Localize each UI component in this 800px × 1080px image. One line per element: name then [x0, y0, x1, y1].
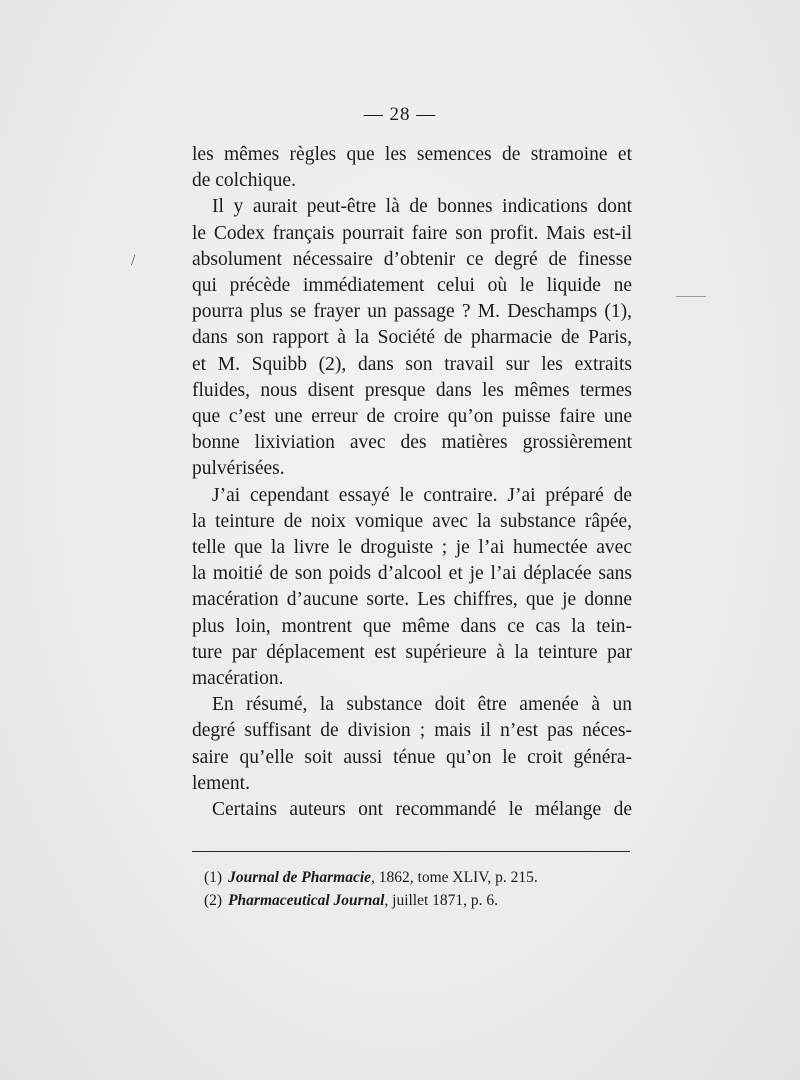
footnote-title: Pharmaceutical Journal [228, 892, 385, 909]
text-line: absolument nécessaire d’obtenir ce degré de finesse [192, 248, 632, 270]
text-line: Certains auteurs ont recommandé le mélange de [212, 799, 632, 821]
text-line: lement. [192, 772, 250, 794]
footnote-marker: (1) [204, 869, 223, 886]
text-line: pourra plus se frayer un passage ? M. Deschamps (1), [192, 301, 632, 323]
text-line: que c’est une erreur de croire qu’on puisse faire une [192, 406, 632, 428]
margin-pencil-mark: / [131, 252, 136, 269]
footnote-reference: , juillet 1871, p. 6. [384, 892, 499, 909]
text-line: saire qu’elle soit aussi ténue qu’on le croit généra- [192, 746, 632, 768]
text-line: pulvérisées. [192, 458, 285, 480]
text-line: degré suffisant de division ; mais il n’est pas néces- [192, 720, 632, 742]
text-line: le Codex français pourrait faire son profit. Mais est-il [192, 222, 632, 244]
text-line: dans son rapport à la Société de pharmacie de Paris, [192, 327, 632, 349]
text-line: En résumé, la substance doit être amenée à un [212, 694, 632, 716]
text-line: qui précède immédiatement celui où le liquide ne [192, 275, 632, 297]
footnote-2 [204, 889, 624, 912]
footnote-divider [192, 851, 630, 852]
body-text [192, 142, 632, 823]
text-line: et M. Squibb (2), dans son travail sur les extraits [192, 353, 632, 375]
footnote-1 [204, 866, 624, 889]
text-line: ture par déplacement est supérieure à la teinture par [192, 641, 632, 663]
text-line: bonne lixiviation avec des matières grossièrement [192, 432, 632, 454]
text-line: Il y aurait peut-être là de bonnes indications dont [212, 196, 632, 218]
text-line: plus loin, montrent que même dans ce cas la tein- [192, 615, 632, 637]
text-line: fluides, nous disent presque dans les mêmes termes [192, 379, 632, 401]
text-line: J’ai cependant essayé le contraire. J’ai préparé de [212, 484, 632, 506]
text-line: macération. [192, 668, 284, 690]
text-line: telle que la livre le droguiste ; je l’ai humectée avec [192, 537, 632, 559]
text-line: macération d’aucune sorte. Les chiffres, que je donne [192, 589, 632, 611]
page-number: — 28 — [363, 104, 437, 125]
footnotes [204, 866, 624, 912]
margin-pencil-dash [676, 296, 706, 297]
text-line: la moitié de son poids d’alcool et je l’ai déplacée sans [192, 563, 632, 585]
text-line: de colchique. [192, 170, 296, 192]
footnote-title: Journal de Pharmacie [228, 869, 372, 886]
footnote-reference: , 1862, tome XLIV, p. 215. [371, 869, 538, 886]
text-line: la teinture de noix vomique avec la substance râpée, [192, 510, 632, 532]
text-line: les mêmes règles que les semences de stramoine et [192, 144, 632, 165]
footnote-marker: (2) [204, 892, 223, 909]
